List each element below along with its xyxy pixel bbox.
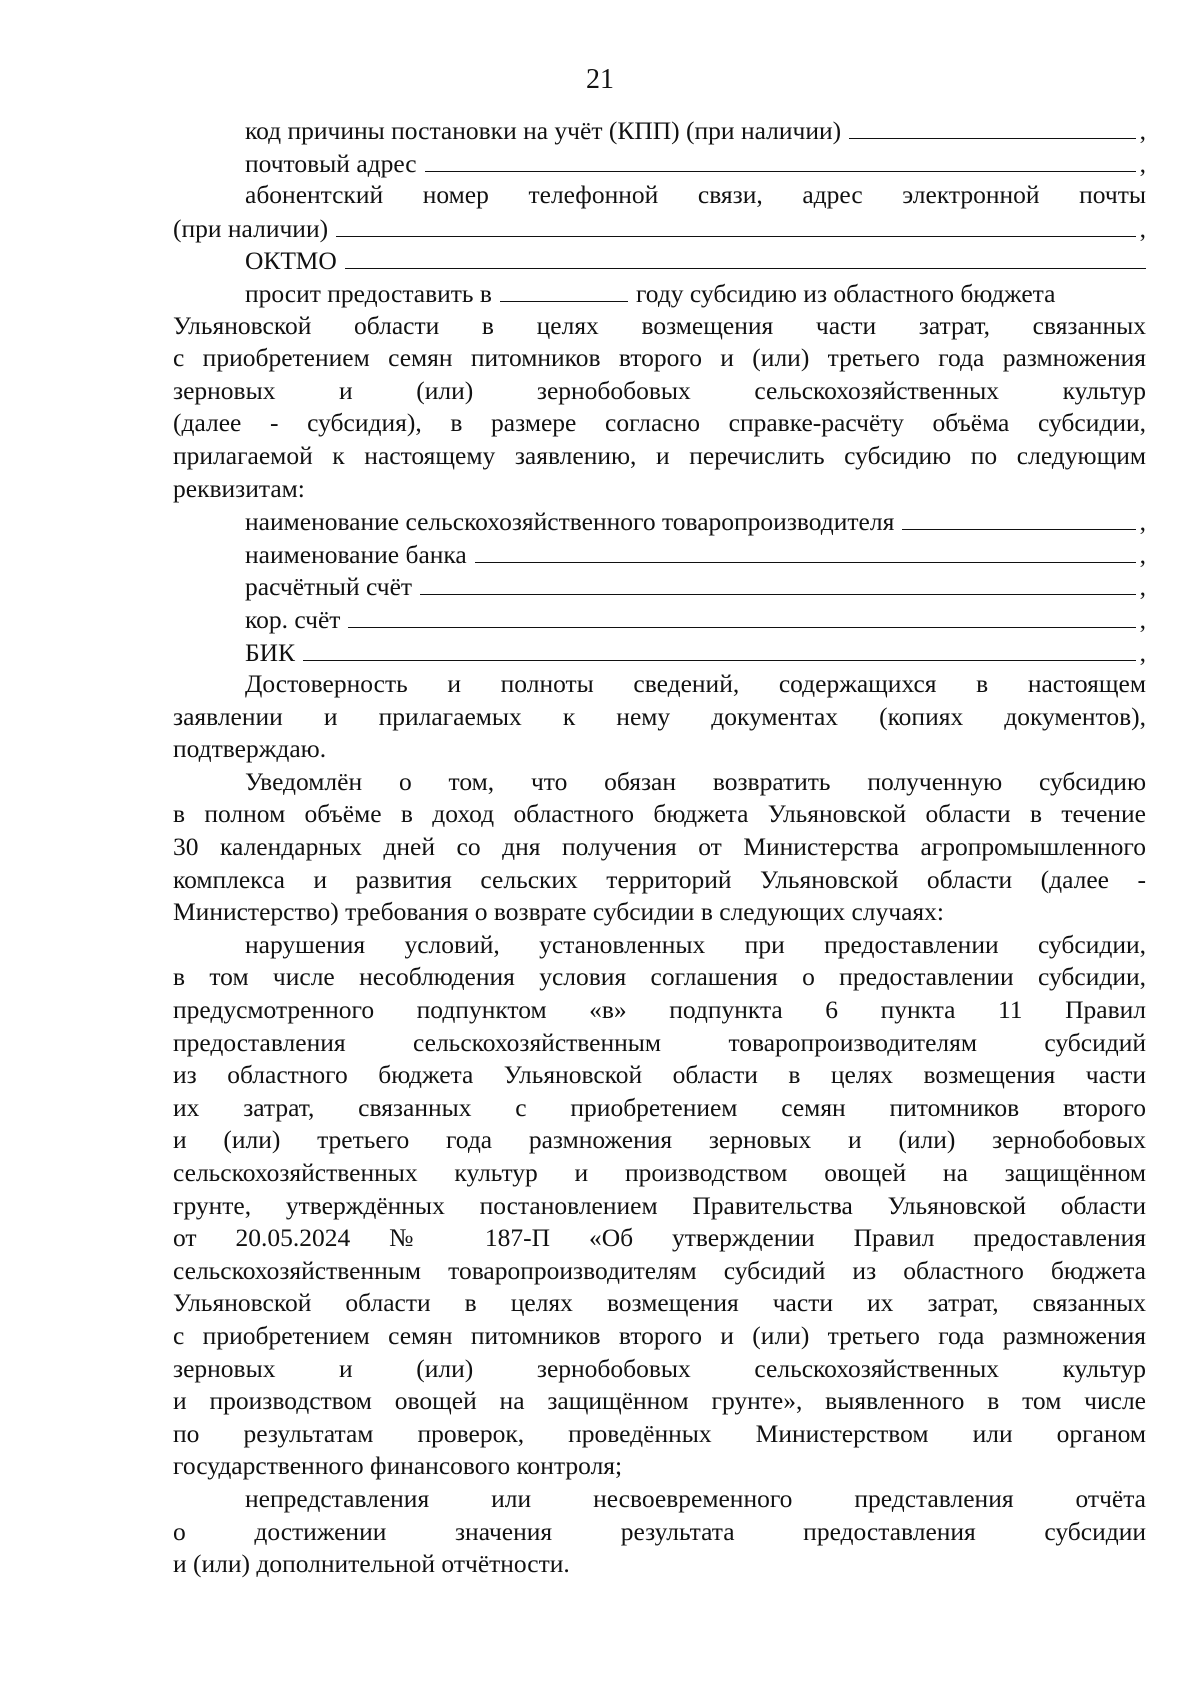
nonsubmission-line: о достижении значения результата предоставления субсидии <box>173 1516 1146 1546</box>
field-bank-name-label: наименование банка <box>245 539 467 569</box>
request-text-start: просит предоставить в <box>245 278 492 308</box>
request-line-last: реквизитам: <box>173 473 305 503</box>
field-bank-name-comma: , <box>1139 539 1146 569</box>
violation-line: Ульяновской области в целях возмещения части их затрат, связанных <box>173 1288 1146 1318</box>
field-producer-name <box>173 505 1146 538</box>
field-producer-name-blank[interactable] <box>902 505 1135 530</box>
request-line: зерновых и (или) зернобобовых сельскохозяйственных культур <box>173 375 1146 405</box>
violation-line: и (или) третьего года размножения зерновых и (или) зернобобовых <box>173 1125 1146 1155</box>
field-bik-comma: , <box>1139 637 1146 667</box>
document-body <box>173 114 1146 1581</box>
violation-line: предоставления сельскохозяйственным товаропроизводителям субсидий <box>173 1027 1146 1057</box>
request-line: прилагаемой к настоящему заявлению, и перечислить субсидию по следующим <box>173 440 1146 470</box>
field-bank-name-blank[interactable] <box>475 538 1136 563</box>
notice-line-last: Министерство) требования о возврате субсидии в следующих случаях: <box>173 897 944 927</box>
nonsubmission-line-last: и (или) дополнительной отчётности. <box>173 1549 570 1579</box>
field-oktmo-blank[interactable] <box>345 244 1146 269</box>
page-number: 21 <box>586 64 614 95</box>
violation-line: и производством овощей на защищённом грунте», выявленного в том числе <box>173 1386 1146 1416</box>
violation-line-last: государственного финансового контроля; <box>173 1451 623 1481</box>
field-kpp-label: код причины постановки на учёт (КПП) (при наличии) <box>245 116 842 145</box>
field-phone-email <box>173 212 1146 245</box>
request-year-blank[interactable] <box>500 277 628 302</box>
violation-line: в том числе несоблюдения условия соглашения о предоставлении субсидии, <box>173 962 1146 992</box>
violation-line: из областного бюджета Ульяновской области в целях возмещения части <box>173 1060 1146 1090</box>
field-kpp-comma: , <box>1139 116 1146 145</box>
violation-line: по результатам проверок, проведённых Министерством или органом <box>173 1418 1146 1448</box>
field-kpp <box>173 114 1146 147</box>
field-corr-account-comma: , <box>1139 604 1146 634</box>
request-line: (далее - субсидия), в размере согласно справке-расчёту объёма субсидии, <box>173 408 1146 438</box>
violation-line: зерновых и (или) зернобобовых сельскохозяйственных культур <box>173 1353 1146 1383</box>
request-line: с приобретением семян питомников второго и (или) третьего года размножения <box>173 343 1146 373</box>
notice-line: комплекса и развития сельских территорий Ульяновской области (далее - <box>173 864 1146 894</box>
field-bank-name <box>173 538 1146 571</box>
field-settlement-account-label: расчётный счёт <box>245 572 413 602</box>
field-phone-email-blank[interactable] <box>336 212 1136 237</box>
reliability-line-last: подтверждаю. <box>173 734 327 764</box>
field-postal-address <box>173 147 1146 180</box>
field-oktmo-label: ОКТМО <box>245 246 337 276</box>
violation-line: грунте, утверждённых постановлением Правительства Ульяновской области <box>173 1190 1146 1220</box>
field-producer-name-comma: , <box>1139 507 1146 537</box>
notice-line: в полном объёме в доход областного бюджета Ульяновской области в течение <box>173 799 1146 829</box>
field-bik-label: БИК <box>245 637 296 667</box>
violation-line: от 20.05.2024 № 187-П «Об утверждении Правил предоставления <box>173 1223 1146 1253</box>
request-text-end: году субсидию из областного бюджета <box>635 278 1056 308</box>
violation-line: с приобретением семян питомников второго и (или) третьего года размножения <box>173 1320 1146 1350</box>
field-bik-blank[interactable] <box>303 636 1136 661</box>
field-phone-email-comma: , <box>1139 213 1146 243</box>
violation-line: сельскохозяйственным товаропроизводителям субсидий из областного бюджета <box>173 1255 1146 1285</box>
violation-line: их затрат, связанных с приобретением семян питомников второго <box>173 1092 1146 1122</box>
field-phone-email-line1: абонентский номер телефонной связи, адрес электронной почты <box>245 180 1146 210</box>
notice-line: 30 календарных дней со дня получения от Министерства агропромышленного <box>173 832 1146 862</box>
field-phone-email-label: (при наличии) <box>173 213 329 243</box>
field-postal-address-label: почтовый адрес <box>245 148 417 178</box>
request-line: Ульяновской области в целях возмещения части затрат, связанных <box>173 310 1146 340</box>
field-settlement-account <box>173 570 1146 603</box>
nonsubmission-line: непредставления или несвоевременного представления отчёта <box>245 1483 1146 1513</box>
reliability-line: заявлении и прилагаемых к нему документах (копиях документов), <box>173 701 1146 731</box>
field-postal-address-blank[interactable] <box>425 147 1136 172</box>
field-oktmo <box>173 244 1146 277</box>
request-line-1 <box>173 277 1146 310</box>
field-kpp-blank[interactable] <box>849 114 1136 139</box>
notice-line: Уведомлён о том, что обязан возвратить полученную субсидию <box>245 766 1146 796</box>
field-postal-address-comma: , <box>1139 148 1146 178</box>
violation-line: сельскохозяйственных культур и производством овощей на защищённом <box>173 1158 1146 1187</box>
field-corr-account-blank[interactable] <box>348 603 1135 628</box>
violation-line: предусмотренного подпунктом «в» подпункта 6 пункта 11 Правил <box>173 995 1146 1025</box>
field-corr-account-label: кор. счёт <box>245 604 341 634</box>
field-bik <box>173 636 1146 669</box>
field-producer-name-label: наименование сельскохозяйственного товаропроизводителя <box>245 507 895 537</box>
reliability-line: Достоверность и полноты сведений, содержащихся в настоящем <box>245 669 1146 699</box>
field-settlement-account-comma: , <box>1139 572 1146 602</box>
field-corr-account <box>173 603 1146 636</box>
violation-line: нарушения условий, установленных при предоставлении субсидии, <box>245 929 1146 959</box>
field-settlement-account-blank[interactable] <box>420 570 1136 595</box>
